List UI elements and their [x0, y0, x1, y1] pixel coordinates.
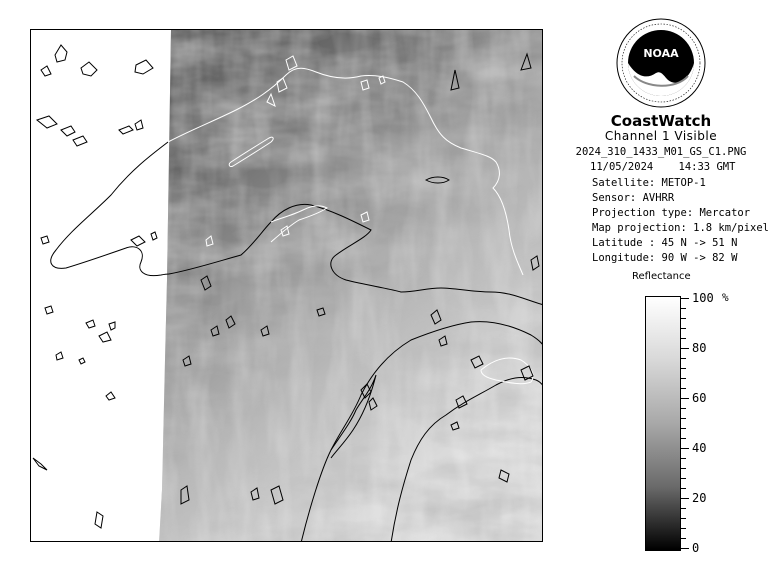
- colorbar-tick-label: 0: [692, 541, 700, 555]
- colorbar-minor-tick: [681, 368, 686, 369]
- satellite-map[interactable]: [30, 29, 543, 542]
- colorbar-minor-tick: [681, 478, 686, 479]
- colorbar-tick-label: 20: [692, 491, 707, 505]
- colorbar-major-tick: [681, 548, 689, 549]
- reflectance-colorbar: [645, 296, 681, 551]
- filename: 2024_310_1433_M01_GS_C1.PNG: [575, 146, 747, 158]
- logo-text: NOAA: [643, 47, 679, 60]
- time: 14:33 GMT: [678, 161, 736, 173]
- latitude: Latitude : 45 N -> 51 N: [592, 237, 738, 249]
- colorbar-minor-tick: [681, 408, 686, 409]
- colorbar-minor-tick: [681, 388, 686, 389]
- satellite: Satellite: METOP-1: [592, 177, 706, 189]
- colorbar-minor-tick: [681, 508, 686, 509]
- colorbar-minor-tick: [681, 428, 686, 429]
- colorbar-minor-tick: [681, 358, 686, 359]
- colorbar-major-tick: [681, 398, 689, 399]
- colorbar-minor-tick: [681, 378, 686, 379]
- projection-type: Projection type: Mercator: [592, 207, 751, 219]
- map-projection: Map projection: 1.8 km/pixel: [592, 222, 770, 234]
- colorbar-minor-tick: [681, 328, 686, 329]
- longitude: Longitude: 90 W -> 82 W: [592, 252, 738, 264]
- title: CoastWatch: [610, 112, 712, 130]
- colorbar-minor-tick: [681, 488, 686, 489]
- colorbar-tick-label: 100: [692, 291, 714, 305]
- colorbar-minor-tick: [681, 518, 686, 519]
- colorbar-minor-tick: [681, 338, 686, 339]
- sensor: Sensor: AVHRR: [592, 192, 675, 204]
- satellite-image: [31, 30, 543, 542]
- colorbar-minor-tick: [681, 468, 686, 469]
- colorbar-minor-tick: [681, 308, 686, 309]
- colorbar-tick-label: 60: [692, 391, 707, 405]
- colorbar-minor-tick: [681, 528, 686, 529]
- legend-unit: %: [722, 291, 729, 304]
- channel-label: Channel 1 Visible: [604, 129, 718, 143]
- date-time: [590, 160, 735, 175]
- colorbar-major-tick: [681, 298, 689, 299]
- colorbar-minor-tick: [681, 538, 686, 539]
- legend-title: Reflectance: [632, 271, 691, 282]
- colorbar-minor-tick: [681, 458, 686, 459]
- colorbar-minor-tick: [681, 438, 686, 439]
- inland-lakes-west: [33, 45, 157, 528]
- colorbar-major-tick: [681, 498, 689, 499]
- colorbar-major-tick: [681, 448, 689, 449]
- colorbar-minor-tick: [681, 318, 686, 319]
- colorbar-tick-label: 40: [692, 441, 707, 455]
- colorbar-major-tick: [681, 348, 689, 349]
- colorbar-minor-tick: [681, 418, 686, 419]
- colorbar-tick-label: 80: [692, 341, 707, 355]
- noaa-logo: [616, 18, 706, 108]
- date: 11/05/2024: [590, 161, 654, 173]
- coastline-west: [51, 142, 169, 276]
